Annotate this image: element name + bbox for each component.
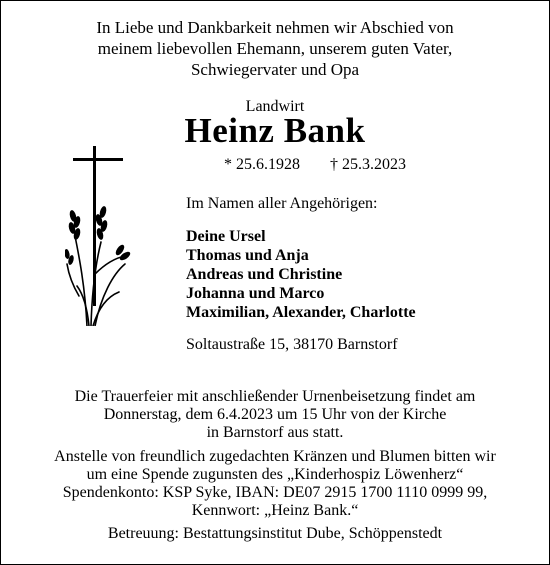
donation-line: Spendenkonto: KSP Syke, IBAN: DE07 2915 1700 1110 0999 99, xyxy=(62,484,488,501)
donation-line: Anstelle von freundlich zugedachten Kränzen und Blumen bitten wir xyxy=(54,448,496,465)
intro-line: Schwiegervater und Opa xyxy=(190,60,360,79)
mourners-intro: Im Namen aller Angehörigen: xyxy=(186,195,378,212)
cross-with-wheat-icon xyxy=(65,146,135,326)
list-item: Johanna und Marco xyxy=(186,285,325,302)
list-item: Deine Ursel xyxy=(186,228,266,245)
ceremony-line: Die Trauerfeier mit anschließender Urnenbeisetzung findet am xyxy=(74,388,476,405)
family-address: Soltaustraße 15, 38170 Barnstorf xyxy=(186,336,398,353)
ceremony-line: in Barnstorf aus statt. xyxy=(206,424,344,441)
ceremony-line: Donnerstag, dem 6.4.2023 um 15 Uhr von der Kirche xyxy=(103,406,447,423)
intro-line: meinem liebevollen Ehemann, unserem guten Vater, xyxy=(97,39,453,58)
deceased-name: Heinz Bank xyxy=(184,111,366,150)
ceremony-text xyxy=(0,388,550,442)
list-item: Thomas und Anja xyxy=(186,247,309,264)
profession: Landwirt xyxy=(245,98,305,115)
list-item: Andreas und Christine xyxy=(186,266,343,283)
intro-text xyxy=(0,17,550,80)
birth-date: * 25.6.1928 xyxy=(224,156,300,173)
funeral-home: Betreuung: Bestattungsinstitut Dube, Schöppenstedt xyxy=(107,525,443,542)
donation-line: Kennwort: „Heinz Bank.“ xyxy=(191,502,359,519)
mourner-list xyxy=(186,227,416,322)
death-date: † 25.3.2023 xyxy=(330,156,406,173)
list-item: Maximilian, Alexander, Charlotte xyxy=(186,304,416,321)
donation-text xyxy=(0,448,550,520)
donation-line: um eine Spende zugunsten des „Kinderhospiz Löwenherz“ xyxy=(86,466,464,483)
intro-line: In Liebe und Dankbarkeit nehmen wir Abschied von xyxy=(96,18,454,37)
